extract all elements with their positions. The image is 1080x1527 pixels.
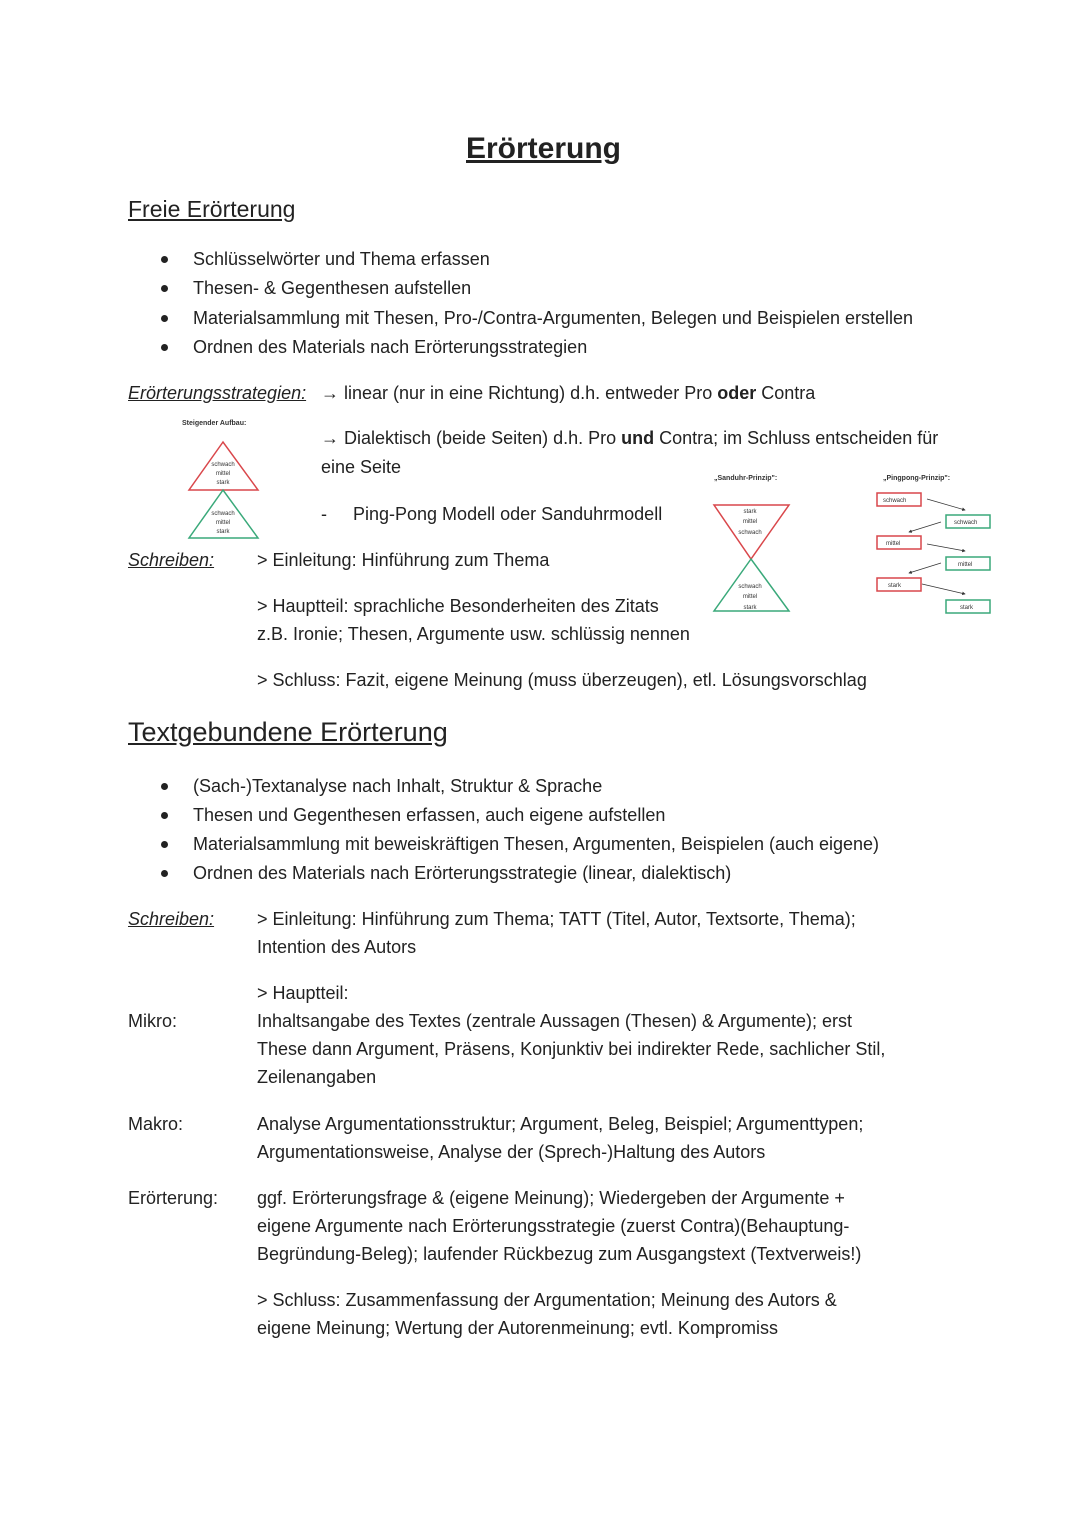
svg-text:stark: stark (743, 509, 757, 515)
svg-text:mittel: mittel (215, 520, 231, 526)
strategien-label: Erörterungsstrategien: (128, 383, 307, 403)
makro-text: Argumentationsweise, Analyse der (Sprech-)Haltung des Autors (257, 1142, 766, 1162)
bullet-icon (161, 870, 168, 877)
hauptteil-text: > Hauptteil: (257, 983, 349, 1003)
hauptteil-text-2: z.B. Ironie; Thesen, Argumente usw. schlüssig nennen (257, 624, 690, 644)
bullet-icon (161, 285, 168, 292)
list-item: Materialsammlung mit beweiskräftigen Thesen, Argumenten, Beispielen (auch eigene) (193, 834, 880, 854)
svg-text:stark: stark (888, 583, 902, 589)
einleitung-text-2: Intention des Autors (257, 937, 417, 957)
svg-text:schwach: schwach (211, 462, 235, 468)
bullet-icon (161, 256, 168, 263)
mikro-text: These dann Argument, Präsens, Konjunktiv bei indirekter Rede, sachlicher Stil, (257, 1039, 886, 1059)
bullet-icon (161, 344, 168, 351)
sanduhr-label: „Sanduhr-Prinzip": (714, 475, 778, 482)
eroerterung-text: eigene Argumente nach Erörterungsstrategie (zuerst Contra)(Behauptung- (257, 1216, 850, 1236)
eroerterung-label: Erörterung: (128, 1188, 219, 1208)
svg-text:mittel: mittel (742, 594, 758, 600)
list-item: Thesen und Gegenthesen erfassen, auch eigene aufstellen (193, 805, 666, 825)
bullet-icon (161, 315, 168, 322)
svg-text:schwach: schwach (883, 498, 907, 504)
eroerterung-text: Begründung-Beleg); laufender Rückbezug zum Ausgangstext (Textverweis!) (257, 1244, 862, 1264)
schluss-text: > Schluss: Fazit, eigene Meinung (muss überzeugen), etl. Lösungsvorschlag (257, 670, 867, 690)
svg-text:schwach: schwach (738, 530, 762, 536)
diagram-label: Steigender Aufbau: (182, 420, 247, 427)
eroerterung-text: ggf. Erörterungsfrage & (eigene Meinung); Wiedergeben der Argumente + (257, 1188, 845, 1208)
dialektisch-text: → Dialektisch (beide Seiten) d.h. Pro und Contra; im Schluss entscheiden für (321, 428, 939, 448)
list-item: Materialsammlung mit Thesen, Pro-/Contra-Argumenten, Belegen und Beispielen erstellen (193, 308, 914, 328)
schluss-text: eigene Meinung; Wertung der Autorenmeinung; evtl. Kompromiss (257, 1318, 778, 1338)
sanduhr-pingpong-diagram (700, 465, 1000, 620)
list-item: Ordnen des Materials nach Erörterungsstrategien (193, 337, 588, 357)
svg-text:schwach: schwach (954, 520, 978, 526)
linear-text: → linear (nur in eine Richtung) d.h. entweder Pro oder Contra (321, 383, 816, 403)
bullet-icon (161, 841, 168, 848)
bullet-icon (161, 812, 168, 819)
svg-text:mittel: mittel (215, 471, 231, 477)
list-item: Ordnen des Materials nach Erörterungsstrategie (linear, dialektisch) (193, 863, 732, 883)
schreiben-label: Schreiben: (128, 909, 215, 929)
svg-text:stark: stark (216, 529, 230, 535)
section-heading-freie: Freie Erörterung (128, 196, 296, 222)
svg-text:mittel: mittel (958, 562, 973, 568)
einleitung-text: > Einleitung: Hinführung zum Thema; TATT (Titel, Autor, Textsorte, Thema); (257, 909, 856, 929)
schluss-text: > Schluss: Zusammenfassung der Argumentation; Meinung des Autors & (257, 1290, 837, 1310)
schreiben-label: Schreiben: (128, 550, 215, 570)
svg-text:stark: stark (743, 605, 757, 611)
hauptteil-text: > Hauptteil: sprachliche Besonderheiten des Zitats (257, 596, 659, 616)
svg-text:mittel: mittel (742, 519, 758, 525)
svg-text:stark: stark (216, 480, 230, 486)
steigender-aufbau-diagram (170, 412, 280, 544)
makro-label: Makro: (128, 1114, 184, 1134)
dash: - (321, 504, 327, 524)
list-item: Schlüsselwörter und Thema erfassen (193, 249, 490, 269)
einleitung-text: > Einleitung: Hinführung zum Thema (257, 550, 550, 570)
dialektisch-text-2: eine Seite (321, 457, 402, 477)
svg-text:stark: stark (960, 605, 974, 611)
makro-text: Analyse Argumentationsstruktur; Argument, Beleg, Beispiel; Argumenttypen; (257, 1114, 864, 1134)
page-title: Erörterung (466, 132, 622, 165)
mikro-label: Mikro: (128, 1011, 177, 1031)
list-item: (Sach-)Textanalyse nach Inhalt, Struktur & Sprache (193, 776, 603, 796)
svg-text:schwach: schwach (211, 511, 235, 517)
mikro-text: Zeilenangaben (257, 1067, 377, 1087)
list-item: Thesen- & Gegenthesen aufstellen (193, 278, 472, 298)
svg-text:schwach: schwach (738, 584, 762, 590)
section-heading-textgebunden: Textgebundene Erörterung (128, 717, 448, 747)
pingpong-text: Ping-Pong Modell oder Sanduhrmodell (353, 504, 663, 524)
svg-text:mittel: mittel (886, 541, 901, 547)
bullet-icon (161, 783, 168, 790)
pingpong-label: „Pingpong-Prinzip": (883, 475, 951, 482)
mikro-text: Inhaltsangabe des Textes (zentrale Aussagen (Thesen) & Argumente); erst (257, 1011, 853, 1031)
